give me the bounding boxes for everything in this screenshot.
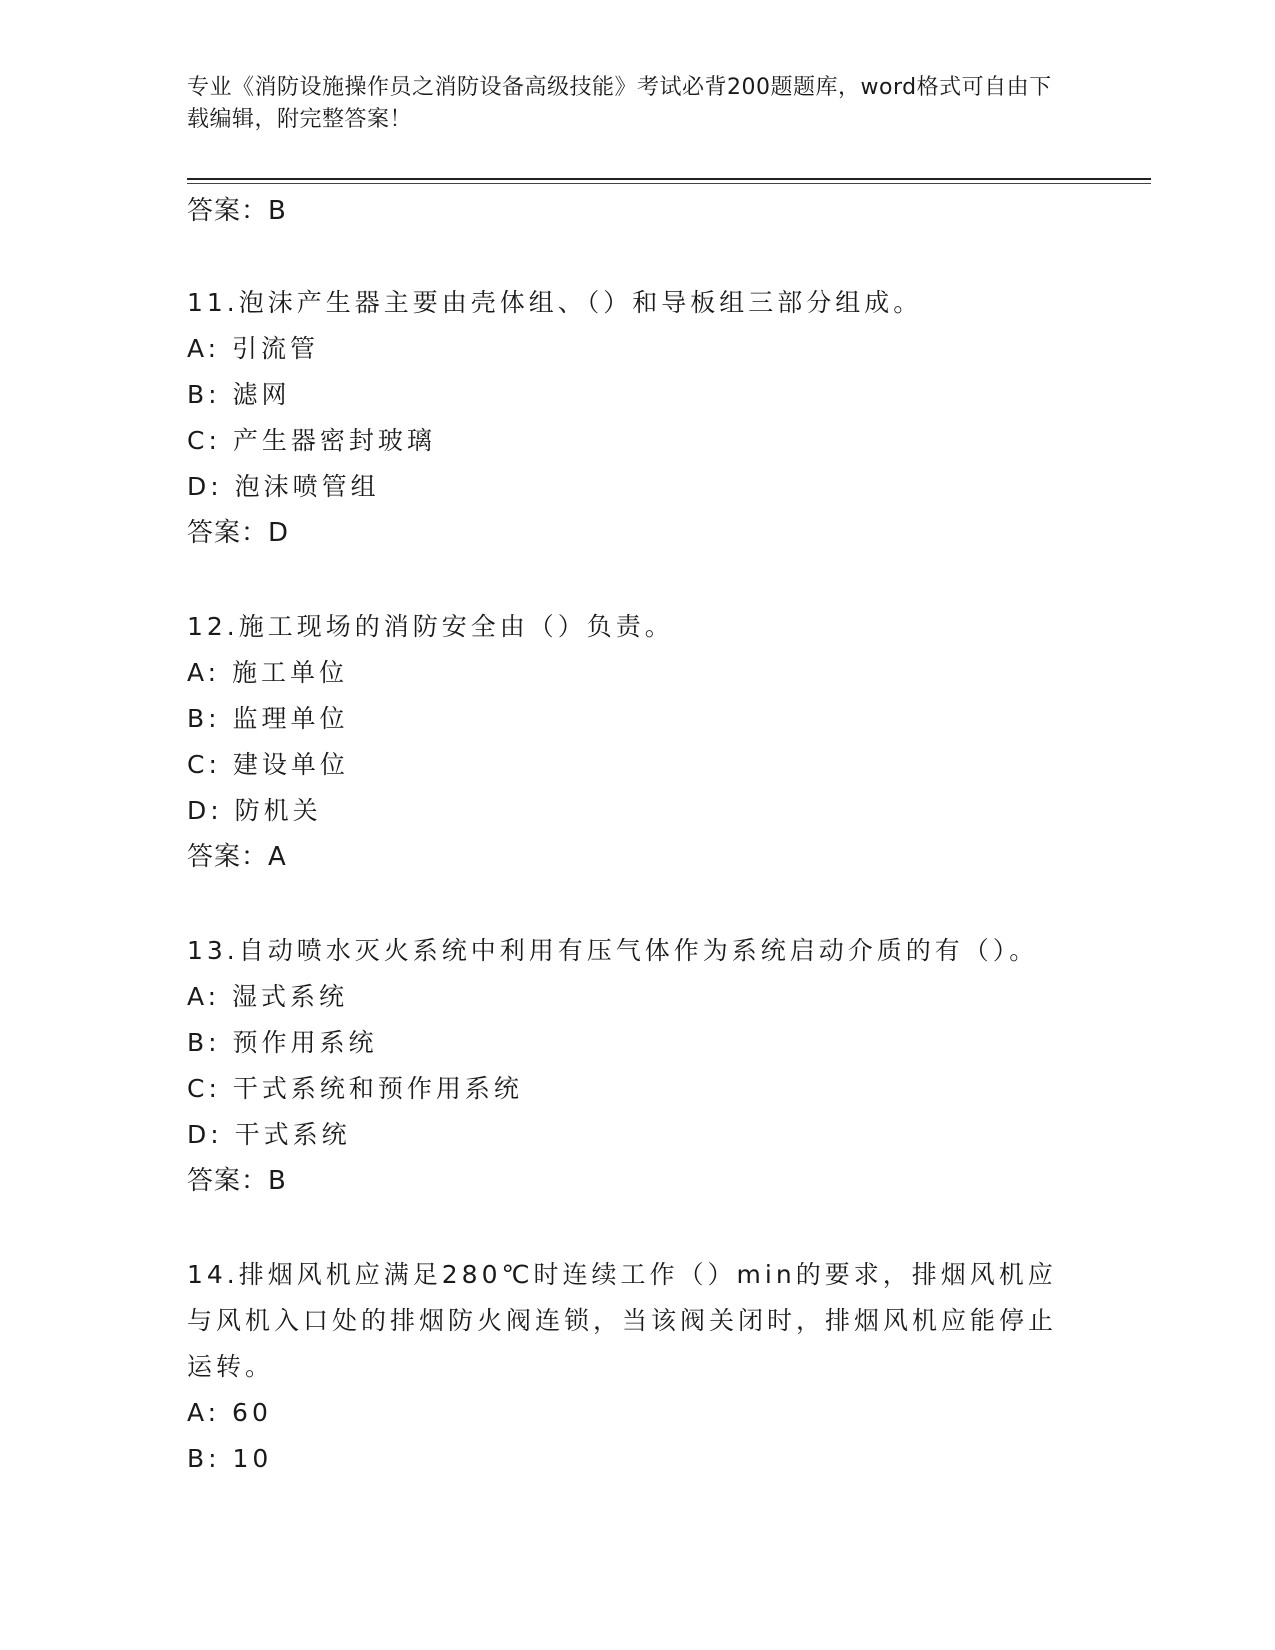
option-d: D: 干式系统 — [187, 1120, 351, 1149]
question-stem: 11.泡沫产生器主要由壳体组、（）和导板组三部分组成。 — [187, 288, 923, 317]
option-c: C: 产生器密封玻璃 — [187, 426, 436, 455]
option-a: A: 引流管 — [187, 334, 320, 363]
question-list — [187, 188, 1077, 1482]
question-stem: 13.自动喷水灭火系统中利用有压气体作为系统启动介质的有（）。 — [187, 936, 1039, 965]
answer-q13: 答案：B — [187, 1166, 287, 1196]
spacer — [187, 556, 1077, 604]
answer-q10: 答案：B — [187, 196, 287, 226]
option-b: B: 监理单位 — [187, 704, 349, 733]
option-c: C: 干式系统和预作用系统 — [187, 1074, 523, 1103]
option-c: C: 建设单位 — [187, 750, 349, 779]
option-b: B: 预作用系统 — [187, 1028, 378, 1057]
question-11 — [187, 280, 1077, 556]
option-d: D: 防机关 — [187, 796, 322, 825]
option-a: A: 湿式系统 — [187, 982, 349, 1011]
header-divider-thick — [187, 178, 1151, 180]
question-13 — [187, 928, 1077, 1204]
option-b: B: 10 — [187, 1444, 273, 1473]
option-a: A: 施工单位 — [187, 658, 349, 687]
option-b: B: 滤网 — [187, 380, 291, 409]
question-14 — [187, 1252, 1077, 1482]
answer-q11: 答案：D — [187, 518, 290, 548]
question-12 — [187, 604, 1077, 880]
header-text: 专业《消防设施操作员之消防设备高级技能》考试必背200题题库，word格式可自由下载编辑，附完整答案！ — [187, 75, 1052, 132]
question-stem: 12.施工现场的消防安全由（）负责。 — [187, 612, 674, 641]
option-d: D: 泡沫喷管组 — [187, 472, 380, 501]
header-divider-thin — [187, 183, 1151, 184]
document-header — [187, 72, 1067, 136]
spacer — [187, 880, 1077, 928]
question-stem: 14.排烟风机应满足280℃时连续工作（）min的要求，排烟风机应与风机入口处的排烟防火阀连锁，当该阀关闭时，排烟风机应能停止运转。 — [187, 1260, 1058, 1381]
spacer — [187, 234, 1077, 280]
option-a: A: 60 — [187, 1398, 272, 1427]
spacer — [187, 1204, 1077, 1252]
answer-q12: 答案：A — [187, 842, 287, 872]
